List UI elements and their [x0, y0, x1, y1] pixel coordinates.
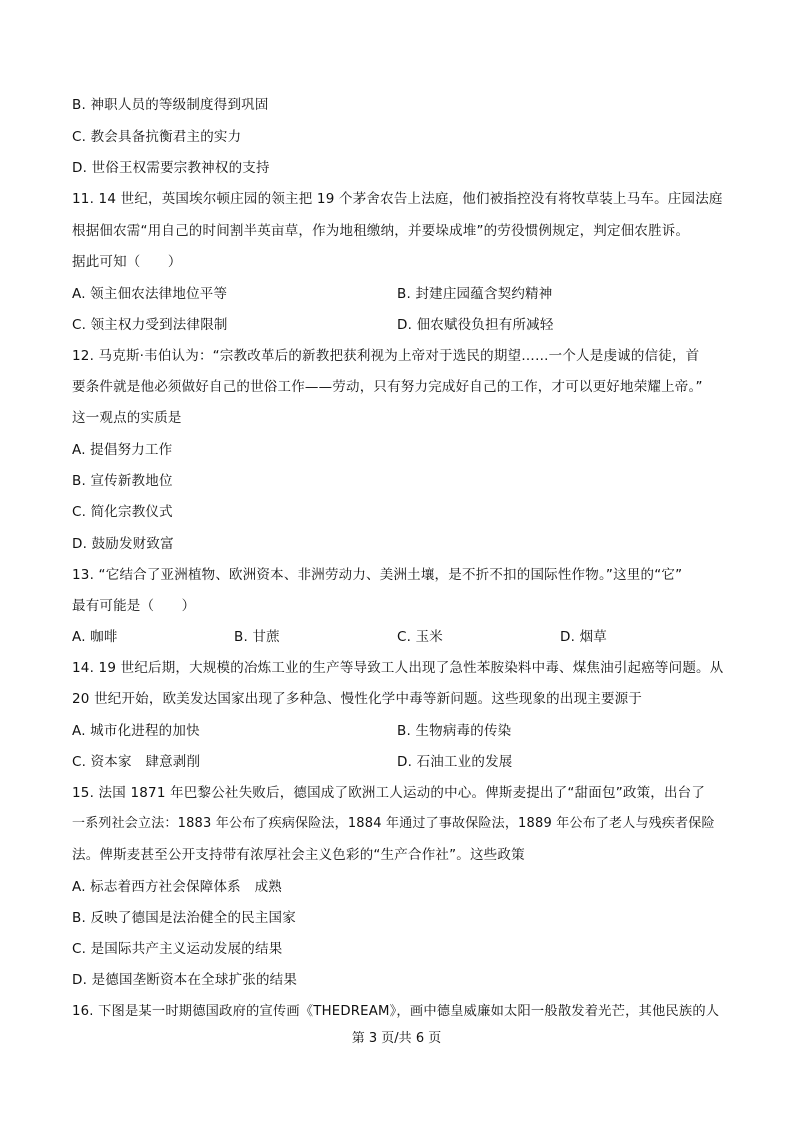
q13-option-b: B. 甘蔗 [234, 629, 280, 645]
q11-stem-line1: 11. 14 世纪，英国埃尔顿庄园的领主把 19 个茅舍农告上法庭，他们被指控没有将牧草装上马车。庄园法庭 [72, 191, 723, 207]
q15-option-c: C. 是国际共产主义运动发展的结果 [72, 941, 283, 957]
q11-stem-line2: 根据佃农需“用自己的时间割半英亩草，作为地租缴纳，并要垛成堆”的劳役惯例规定，判定佃农胜诉。 [72, 223, 690, 239]
q12-stem-line3: 这一观点的实质是 [72, 410, 182, 426]
q15-option-b: B. 反映了德国是法治健全的民主国家 [72, 910, 296, 926]
q12-stem-line1: 12. 马克斯·韦伯认为：“宗教改革后的新教把获利视为上帝对于选民的期望……一个人是虔诚的信徒，首 [72, 348, 700, 364]
q14-option-a: A. 城市化进程的加快 [72, 723, 200, 739]
q14-option-c: C. 资本家 肆意剥削 [72, 754, 201, 770]
q11-option-b: B. 封建庄园蕴含契约精神 [397, 286, 553, 302]
q13-stem-line1: 13. “它结合了亚洲植物、欧洲资本、非洲劳动力、美洲土壤，是不折不扣的国际性作物。”这里的“它” [72, 567, 683, 583]
q12-option-d: D. 鼓励发财致富 [72, 536, 174, 552]
q14-option-b: B. 生物病毒的传染 [397, 723, 512, 739]
q13-option-a: A. 咖啡 [72, 629, 118, 645]
q12-option-b: B. 宣传新教地位 [72, 473, 173, 489]
q14-option-d: D. 石油工业的发展 [397, 754, 513, 770]
q13-option-d: D. 烟草 [560, 629, 607, 645]
q12-option-c: C. 简化宗教仪式 [72, 504, 173, 520]
q15-stem-line2: 一系列社会立法：1883 年公布了疾病保险法，1884 年通过了事故保险法，1889 年公布了老人与残疾者保险 [72, 816, 715, 831]
q15-option-d: D. 是德国垄断资本在全球扩张的结果 [72, 972, 298, 988]
q14-stem-line1: 14. 19 世纪后期，大规模的冶炼工业的生产等导致工人出现了急性苯胺染料中毒、煤焦油引起癌等问题。从 [72, 660, 724, 676]
q11-option-c: C. 领主权力受到法律限制 [72, 317, 228, 333]
q11-option-d: D. 佃农赋役负担有所减轻 [397, 317, 554, 333]
q14-stem-line2: 20 世纪开始，欧美发达国家出现了多种急、慢性化学中毒等新问题。这些现象的出现主要源于 [72, 691, 643, 707]
page-number-footer: 第 3 页/共 6 页 [351, 1031, 442, 1046]
q11-stem-line3: 据此可知（ ） [72, 254, 182, 270]
q12-stem-line2: 要条件就是他必须做好自己的世俗工作——劳动，只有努力完成好自己的工作，才可以更好地荣耀上帝。” [72, 379, 703, 395]
q10-option-d: D. 世俗王权需要宗教神权的支持 [72, 160, 270, 176]
q15-option-a: A. 标志着西方社会保障体系 成熟 [72, 879, 282, 895]
q10-option-c: C. 教会具备抗衡君主的实力 [72, 129, 242, 145]
q12-option-a: A. 提倡努力工作 [72, 442, 173, 458]
q15-stem-line3: 法。俾斯麦甚至公开支持带有浓厚社会主义色彩的“生产合作社”。这些政策 [72, 847, 525, 863]
q10-option-b: B. 神职人员的等级制度得到巩固 [72, 97, 269, 113]
q13-option-c: C. 玉米 [397, 629, 444, 645]
q16-stem-line1: 16. 下图是某一时期德国政府的宣传画《THEDREAM》，画中德皇威廉如太阳一般散发着光芒，其他民族的人 [72, 1004, 720, 1019]
q11-option-a: A. 领主佃农法律地位平等 [72, 286, 228, 302]
q15-stem-line1: 15. 法国 1871 年巴黎公社失败后，德国成了欧洲工人运动的中心。俾斯麦提出了“甜面包”政策，出台了 [72, 785, 706, 801]
q13-stem-line2: 最有可能是（ ） [72, 598, 196, 614]
